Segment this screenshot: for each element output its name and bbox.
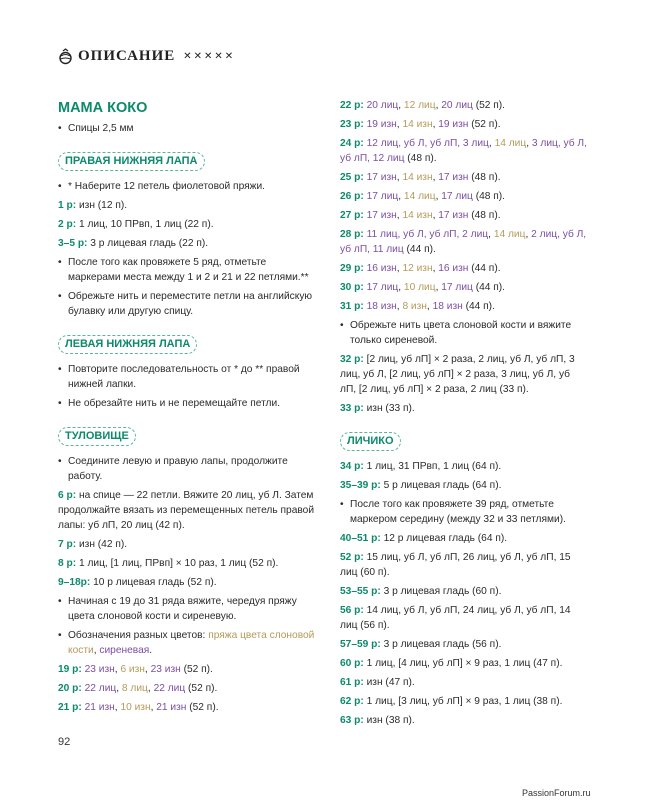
row-instruction: 32 р: [2 лиц, уб лП] × 2 раза, 2 лиц, уб Л, уб лП, 3 лиц, уб Л, [2 лиц, уб лП] × 2 раза, 3 лиц, уб Л, уб лП, [2 лиц, уб лП] × 2 раза, 2 лиц (33 п). xyxy=(340,354,575,395)
section-body xyxy=(58,427,318,715)
row-instruction: 30 р: 17 лиц, 10 лиц, 17 лиц (44 п). xyxy=(340,282,505,293)
header-title: ОПИСАНИЕ xyxy=(78,48,176,64)
row-instruction: 60 р: 1 лиц, [4 лиц, уб лП] × 9 раз, 1 лиц (47 п). xyxy=(340,658,563,669)
section-label-right-paw: ПРАВАЯ НИЖНЯЯ ЛАПА xyxy=(58,152,205,171)
section-label-left-paw: ЛЕВАЯ НИЖНЯЯ ЛАПА xyxy=(58,335,197,354)
row-instruction: 27 р: 17 изн, 14 изн, 17 изн (48 п). xyxy=(340,210,501,221)
row-instruction: 63 р: изн (38 п). xyxy=(340,715,415,726)
watermark: PassionForum.ru xyxy=(522,788,591,798)
needles-note: • Спицы 2,5 мм xyxy=(58,121,318,136)
row-instruction: 28 р: 11 лиц, уб Л, уб лП, 2 лиц, 14 лиц, 2 лиц, уб Л, уб лП, 11 лиц (44 п). xyxy=(340,229,587,255)
instruction-bullet: • * Наберите 12 петель фиолетовой пряжи. xyxy=(58,179,318,194)
row-instruction: 33 р: изн (33 п). xyxy=(340,403,415,414)
row-instruction: 21 р: 21 изн, 10 изн, 21 изн (52 п). xyxy=(58,702,219,713)
pattern-title: МАМА КОКО xyxy=(58,100,148,116)
instruction-bullet: • Обрежьте нить цвета слоновой кости и вяжите только сиреневой. xyxy=(340,318,588,348)
row-instruction: 61 р: изн (47 п). xyxy=(340,677,415,688)
row-instruction: 8 р: 1 лиц, [1 лиц, ПРвп] × 10 раз, 1 лиц (52 п). xyxy=(58,558,279,569)
row-instruction: 57–59 р: 3 р лицевая гладь (56 п). xyxy=(340,639,502,650)
row-instruction: 1 р: изн (12 п). xyxy=(58,200,128,211)
row-instruction: 29 р: 16 изн, 12 изн, 16 изн (44 п). xyxy=(340,263,501,274)
row-instruction: 25 р: 17 изн, 14 изн, 17 изн (48 п). xyxy=(340,172,501,183)
page-header xyxy=(58,48,235,65)
row-instruction: 3–5 р: 3 р лицевая гладь (22 п). xyxy=(58,238,209,249)
page-number: 92 xyxy=(58,736,71,748)
section-label-face: ЛИЧИКО xyxy=(340,432,401,451)
row-instruction: 40–51 р: 12 р лицевая гладь (64 п). xyxy=(340,533,508,544)
instruction-bullet: • Повторите последовательность от * до ** правой нижней лапки. xyxy=(58,362,318,392)
section-label-body: ТУЛОВИЩЕ xyxy=(58,427,136,446)
section-face xyxy=(340,432,588,728)
row-instruction: 35–39 р: 5 р лицевая гладь (64 п). xyxy=(340,480,502,491)
row-instruction: 53–55 р: 3 р лицевая гладь (60 п). xyxy=(340,586,502,597)
row-instruction: 34 р: 1 лиц, 31 ПРвп, 1 лиц (64 п). xyxy=(340,461,502,472)
row-instruction: 7 р: изн (42 п). xyxy=(58,539,128,550)
row-instruction: 31 р: 18 изн, 8 изн, 18 изн (44 п). xyxy=(340,301,495,312)
instruction-bullet: • Не обрезайте нить и не перемещайте петли. xyxy=(58,396,318,411)
row-instruction: 24 р: 12 лиц, уб Л, уб лП, 3 лиц, 14 лиц, 3 лиц, уб Л, уб лП, 12 лиц (48 п). xyxy=(340,138,587,164)
row-instruction: 26 р: 17 лиц, 14 лиц, 17 лиц (48 п). xyxy=(340,191,505,202)
instruction-bullet: • Начиная с 19 до 31 ряда вяжите, чередуя пряжу цвета слоновой кости и сиреневую. xyxy=(58,594,318,624)
yarn-ball-icon xyxy=(58,48,73,65)
row-instruction: 22 р: 20 лиц, 12 лиц, 20 лиц (52 п). xyxy=(340,100,505,111)
row-instruction: 20 р: 22 лиц, 8 лиц, 22 лиц (52 п). xyxy=(58,683,218,694)
row-instruction: 23 р: 19 изн, 14 изн, 19 изн (52 п). xyxy=(340,119,501,130)
row-instruction: 19 р: 23 изн, 6 изн, 23 изн (52 п). xyxy=(58,664,213,675)
row-instruction: 2 р: 1 лиц, 10 ПРвп, 1 лиц (22 п). xyxy=(58,219,214,230)
row-instruction: 6 р: на спице — 22 петли. Вяжите 20 лиц, уб Л. Затем продолжайте вязать из перемещенных петель правой лапы: уб лП, 20 лиц (42 п). xyxy=(58,490,315,531)
left-column xyxy=(58,98,318,719)
section-left-paw xyxy=(58,335,318,411)
row-instruction: 62 р: 1 лиц, [3 лиц, уб лП] × 9 раз, 1 лиц (38 п). xyxy=(340,696,563,707)
color-legend: • Обозначения разных цветов: пряжа цвета слоновой кости, сиреневая. xyxy=(58,628,318,658)
header-decoration: ✕✕✕✕✕ xyxy=(183,51,236,62)
right-column xyxy=(340,98,588,732)
instruction-bullet: • После того как провяжете 5 ряд, отметьте маркерами места между 1 и 2 и 21 и 22 петлями.** xyxy=(58,255,318,285)
instruction-bullet: • После того как провяжете 39 ряд, отметьте маркером середину (между 32 и 33 петлями). xyxy=(340,497,588,527)
row-instruction: 9–18р: 10 р лицевая гладь (52 п). xyxy=(58,577,217,588)
section-right-paw xyxy=(58,152,318,319)
instruction-bullet: • Соедините левую и правую лапы, продолжите работу. xyxy=(58,454,318,484)
row-instruction: 52 р: 15 лиц, уб Л, уб лП, 26 лиц, уб Л, уб лП, 15 лиц (60 п). xyxy=(340,552,571,578)
instruction-bullet: • Обрежьте нить и переместите петли на английскую булавку или другую спицу. xyxy=(58,289,318,319)
row-instruction: 56 р: 14 лиц, уб Л, уб лП, 24 лиц, уб Л, уб лП, 14 лиц (56 п). xyxy=(340,605,571,631)
